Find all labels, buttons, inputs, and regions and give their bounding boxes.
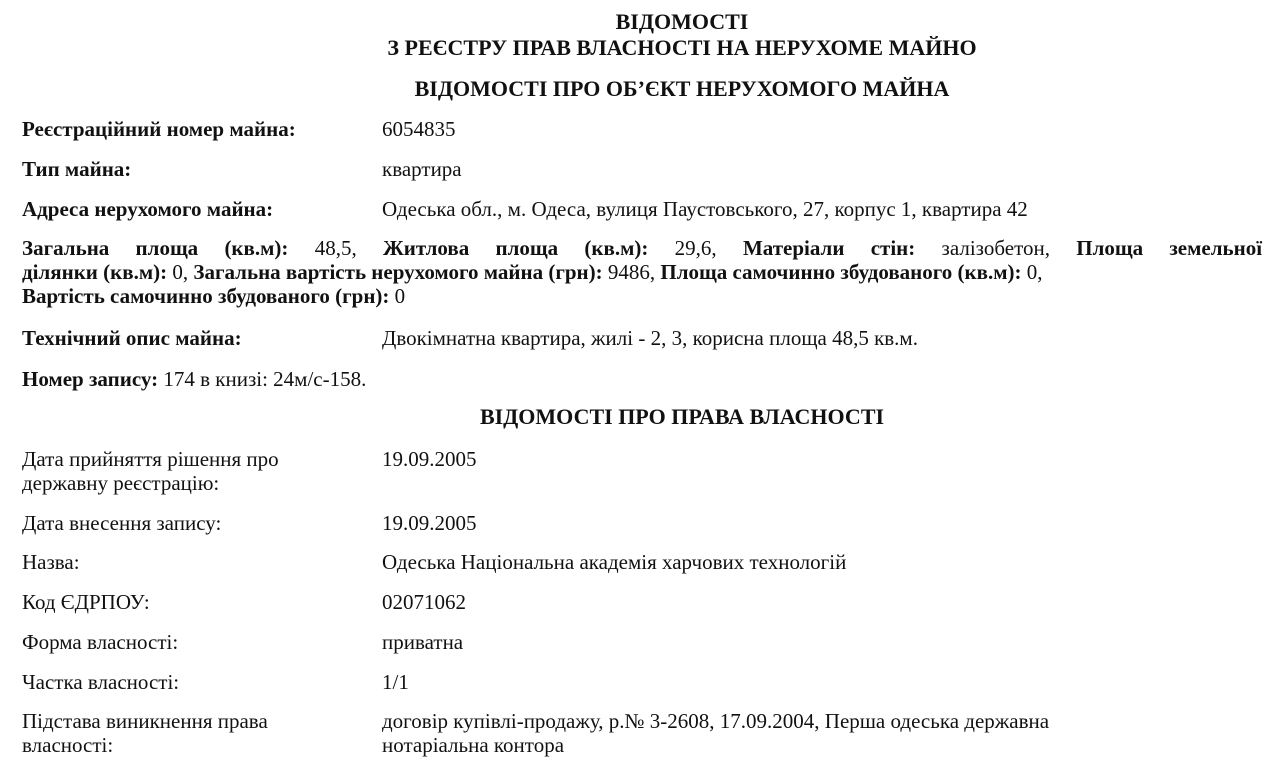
total-area-value: 48,5 [314, 236, 352, 260]
living-area-value: 29,6 [674, 236, 712, 260]
type-value: квартира [382, 157, 462, 181]
unauth-area-value: 0 [1026, 260, 1038, 284]
walls-label: Матеріали стін: [742, 236, 916, 260]
decision-date-label [22, 447, 362, 495]
unauth-value-label: Вартість самочинно збудованого (грн): [22, 284, 390, 308]
address-label: Адреса нерухомого майна: [22, 197, 274, 221]
ownership-share-label: Частка власності: [22, 670, 180, 694]
land-area-label-a: Площа земельної [1076, 236, 1263, 260]
ownership-form-label: Форма власності: [22, 630, 179, 654]
total-value-label: Загальна вартість нерухомого майна (грн): [193, 260, 603, 284]
section-title-rights: ВІДОМОСТІ ПРО ПРАВА ВЛАСНОСТІ [479, 404, 885, 429]
area-line-1: Загальна площа (кв.м): 48,5, Житлова площа (кв.м): 29,6, Матеріали стін: залізобетон, Площа земельної [22, 236, 1263, 260]
decision-date-value: 19.09.2005 [382, 447, 477, 471]
land-area-label-b: ділянки (кв.м): [22, 260, 168, 284]
ownership-form-value: приватна [382, 630, 464, 654]
area-line-3 [22, 284, 1262, 308]
document-title: ВІДОМОСТІ [615, 9, 749, 34]
reg-number-label: Реєстраційний номер майна: [22, 117, 296, 141]
unauth-value-value: 0 [394, 284, 406, 308]
tech-desc-label: Технічний опис майна: [22, 326, 242, 350]
entry-date-value: 19.09.2005 [382, 511, 477, 535]
edrpou-value: 02071062 [382, 590, 466, 614]
ownership-basis-line-2: нотаріальна контора [382, 733, 565, 757]
record-row [22, 367, 1262, 391]
owner-name-value: Одеська Національна академія харчових технологій [382, 550, 847, 574]
address-value: Одеська обл., м. Одеса, вулиця Паустовського, 27, корпус 1, квартира 42 [382, 197, 1028, 221]
tech-desc-value: Двокімнатна квартира, жилі - 2, 3, корисна площа 48,5 кв.м. [382, 326, 918, 350]
total-area-label: Загальна площа (кв.м): [22, 236, 289, 260]
document-subtitle: З РЕЄСТРУ ПРАВ ВЛАСНОСТІ НА НЕРУХОМЕ МАЙНО [387, 35, 977, 60]
living-area-label: Житлова площа (кв.м): [382, 236, 649, 260]
ownership-share-value: 1/1 [382, 670, 409, 694]
ownership-basis-label-line-2: власності: [22, 733, 114, 757]
entry-date-label: Дата внесення запису: [22, 511, 222, 535]
reg-number-value: 6054835 [382, 117, 456, 141]
decision-date-label-line-2: державну реєстрацію: [22, 471, 220, 495]
owner-name-label: Назва: [22, 550, 80, 574]
unauth-area-label: Площа самочинно збудованого (кв.м): [660, 260, 1022, 284]
area-line-2: ділянки (кв.м): 0, Загальна вартість нерухомого майна (грн): 9486, Площа самочинно збудованого (кв.м): 0, [22, 260, 1043, 284]
type-label: Тип майна: [22, 157, 132, 181]
ownership-basis-line-1: договір купівлі-продажу, р.№ 3-2608, 17.09.2004, Перша одеська державна [382, 709, 1050, 733]
edrpou-label: Код ЄДРПОУ: [22, 590, 150, 614]
record-value: 174 в книзі: 24м/с-158. [163, 367, 367, 391]
ownership-basis-value [382, 709, 1262, 757]
decision-date-label-line-1: Дата прийняття рішення про [22, 447, 279, 471]
area-paragraph [22, 236, 1262, 308]
total-value-value: 9486 [607, 260, 650, 284]
walls-value: залізобетон [941, 236, 1045, 260]
ownership-basis-label [22, 709, 362, 757]
ownership-basis-label-line-1: Підстава виникнення права [22, 709, 268, 733]
record-label: Номер запису: [22, 367, 159, 391]
land-area-value: 0 [172, 260, 183, 284]
section-title-object: ВІДОМОСТІ ПРО ОБ’ЄКТ НЕРУХОМОГО МАЙНА [414, 76, 950, 101]
